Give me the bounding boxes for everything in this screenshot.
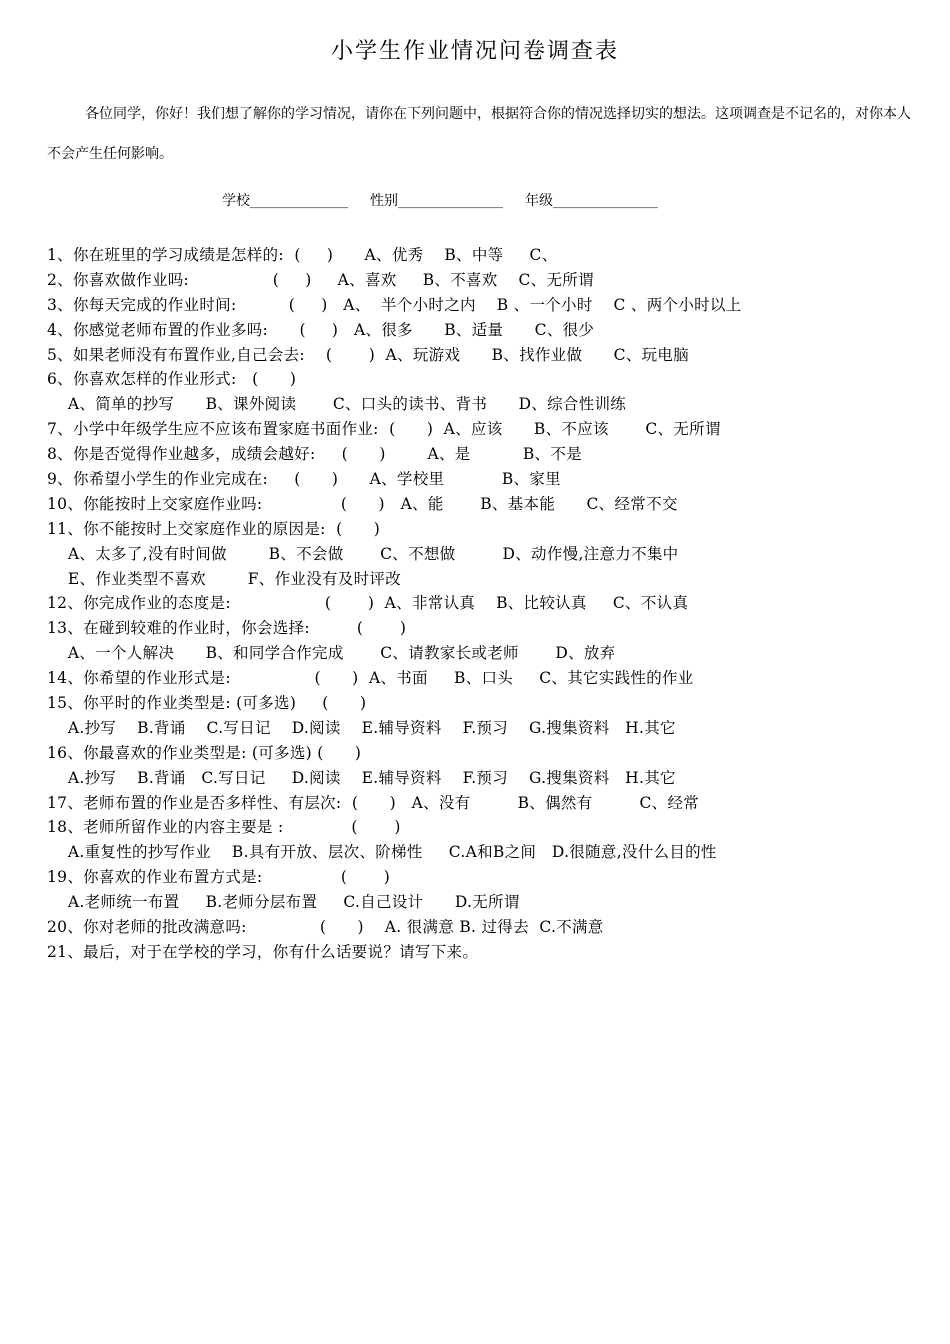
intro-paragraph: 各位同学，你好！我们想了解你的学习情况，请你在下列问题中，根据符合你的情况选择切实的想法。这项调查是不记名的，对你本人不会产生任何影响。 — [47, 106, 911, 162]
question-14: 14、你希望的作业形式是: ( ) A、书面 B、口头 C、其它实践性的作业 — [47, 669, 694, 688]
question-13-options: A、一个人解决 B、和同学合作完成 C、请教家长或老师 D、放弃 — [47, 644, 616, 663]
question-16: 16、你最喜欢的作业类型是: (可多选) ( ) — [47, 743, 362, 762]
question-4: 4、你感觉老师布置的作业多吗: ( ) A、很多 B、适量 C、很少 — [47, 320, 595, 339]
question-10: 10、你能按时上交家庭作业吗: ( ) A、能 B、基本能 C、经常不交 — [47, 494, 678, 513]
question-2: 2、你喜欢做作业吗: ( ) A、喜欢 B、不喜欢 C、无所谓 — [47, 270, 594, 289]
question-11-options-a: A、太多了,没有时间做 B、不会做 C、不想做 D、动作慢,注意力不集中 — [47, 544, 679, 563]
question-13: 13、在碰到较难的作业时，你会选择: ( ) — [47, 619, 407, 638]
question-15: 15、你平时的作业类型是: (可多选) ( ) — [47, 694, 367, 713]
question-11-options-b: E、作业类型不喜欢 F、作业没有及时评改 — [47, 569, 401, 588]
grade-field: 年级_______________ — [525, 193, 658, 209]
question-19: 19、你喜欢的作业布置方式是: ( ) — [47, 868, 391, 887]
question-7: 7、小学中年级学生应不应该布置家庭书面作业: ( ) A、应该 B、不应该 C、无所谓 — [47, 420, 721, 439]
question-15-options: A.抄写 B.背诵 C.写日记 D.阅读 E.辅导资料 F.预习 G.搜集资料 H.其它 — [47, 718, 676, 737]
question-16-options: A.抄写 B.背诵 C.写日记 D.阅读 E.辅导资料 F.预习 G.搜集资料 H.其它 — [47, 768, 676, 787]
question-list — [47, 243, 917, 965]
gender-field: 性别_______________ — [370, 193, 503, 209]
question-18: 18、老师所留作业的内容主要是 : ( ) — [47, 818, 401, 837]
question-1: 1、你在班里的学习成绩是怎样的: ( ) A、优秀 B、中等 C、 — [47, 246, 558, 264]
question-20: 20、你对老师的批改满意吗: ( ) A. 很满意 B. 过得去 C.不满意 — [47, 918, 604, 937]
question-5: 5、如果老师没有布置作业,自己会去: ( ) A、玩游戏 B、找作业做 C、玩电脑 — [47, 345, 690, 364]
question-18-options: A.重复性的抄写作业 B.具有开放、层次、阶梯性 C.A和B之间 D.很随意,没什么目的性 — [47, 843, 717, 862]
question-12: 12、你完成作业的态度是: ( ) A、非常认真 B、比较认真 C、不认真 — [47, 594, 689, 613]
question-6-options: A、简单的抄写 B、课外阅读 C、口头的读书、背书 D、综合性训练 — [47, 395, 627, 414]
question-3: 3、你每天完成的作业时间: ( ) A、 半个小时之内 B 、一个小时 C 、两个小时以上 — [47, 295, 742, 314]
question-19-options: A.老师统一布置 B.老师分层布置 C.自己设计 D.无所谓 — [47, 893, 520, 912]
question-11: 11、你不能按时上交家庭作业的原因是: ( ) — [47, 519, 381, 538]
question-6: 6、你喜欢怎样的作业形式: ( ) — [47, 370, 297, 389]
info-fields — [222, 190, 680, 210]
school-field: 学校______________ — [222, 193, 348, 209]
question-8: 8、你是否觉得作业越多，成绩会越好: ( ) A、是 B、不是 — [47, 445, 582, 464]
question-17: 17、老师布置的作业是否多样性、有层次: ( ) A、没有 B、偶然有 C、经常 — [47, 793, 700, 812]
question-9: 9、你希望小学生的作业完成在: ( ) A、学校里 B、家里 — [47, 470, 561, 489]
page-title: 小学生作业情况问卷调查表 — [330, 39, 619, 64]
question-21: 21、最后，对于在学校的学习，你有什么话要说？请写下来。 — [47, 942, 479, 961]
